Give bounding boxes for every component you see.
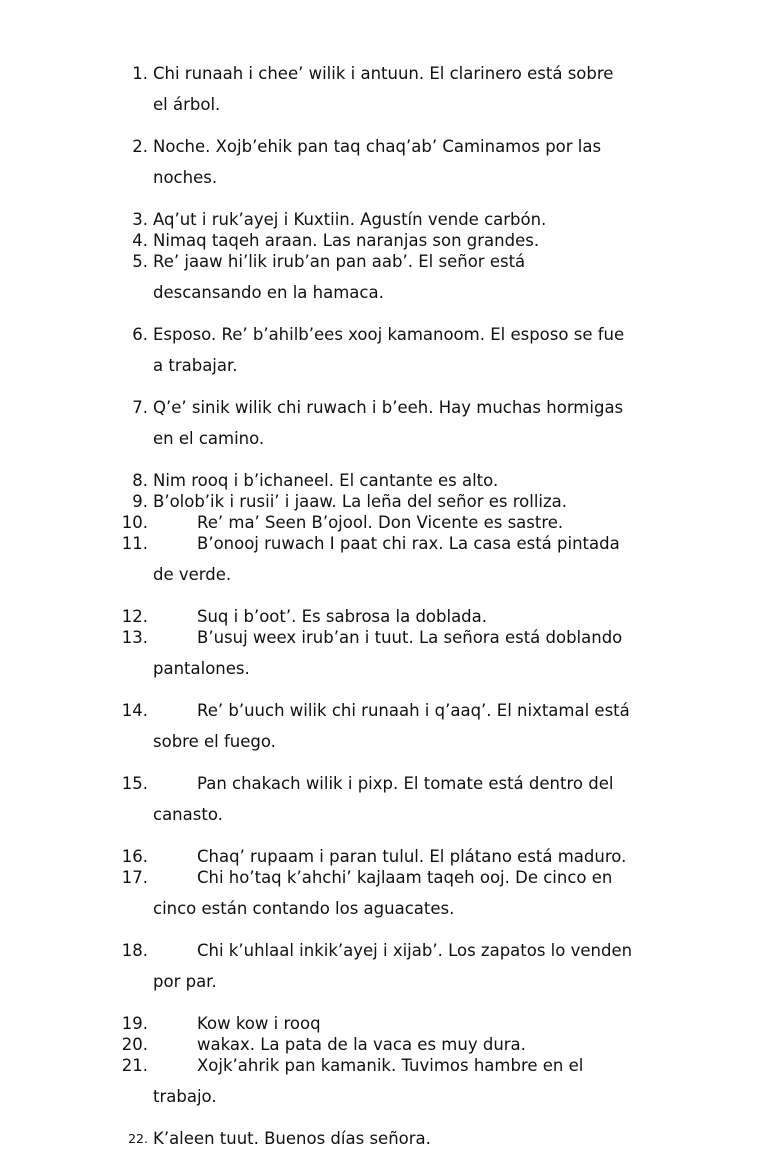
- item-number: 22.: [128, 1131, 148, 1146]
- list-item: [0, 940, 768, 1013]
- item-text: Aq’ut i ruk’ayej i Kuxtiin. Agustín vende carbón.: [153, 210, 547, 229]
- item-text-continuation: el árbol.: [153, 95, 221, 114]
- numbered-list: [0, 63, 768, 1149]
- item-number: 15.: [121, 774, 148, 793]
- list-item: [0, 209, 768, 230]
- item-number: 16.: [121, 847, 148, 866]
- item-number: 1.: [132, 64, 148, 83]
- item-number: 4.: [132, 231, 148, 250]
- item-text: B’olob’ik i rusii’ i jaaw. La leña del señor es rolliza.: [153, 492, 568, 511]
- item-text: Re’ b’uuch wilik chi runaah i q’aaq’. El nixtamal está: [197, 701, 630, 720]
- list-item: [0, 230, 768, 251]
- item-text: Suq i b’oot’. Es sabrosa la doblada.: [197, 607, 488, 626]
- item-text: Q’e’ sinik wilik chi ruwach i b’eeh. Hay muchas hormigas: [153, 398, 624, 417]
- item-text-continuation: en el camino.: [153, 429, 265, 448]
- item-text: Chi k’uhlaal inkik’ayej i xijab’. Los zapatos lo venden: [197, 941, 633, 960]
- item-text-continuation: por par.: [153, 972, 217, 991]
- item-text: B’onooj ruwach I paat chi rax. La casa está pintada: [197, 534, 620, 553]
- item-text-continuation: pantalones.: [153, 659, 250, 678]
- item-number: 18.: [121, 941, 148, 960]
- item-number: 2.: [132, 137, 148, 156]
- item-number: 7.: [132, 398, 148, 417]
- list-item: [0, 251, 768, 324]
- list-item: [0, 136, 768, 209]
- item-text: Chi ho’taq k’ahchi’ kajlaam taqeh ooj. De cinco en: [197, 868, 613, 887]
- item-text-continuation: sobre el fuego.: [153, 732, 276, 751]
- list-item: [0, 700, 768, 773]
- list-item: [0, 846, 768, 867]
- item-text: Kow kow i rooq: [197, 1014, 321, 1033]
- item-number: 21.: [121, 1056, 148, 1075]
- item-text-continuation: de verde.: [153, 565, 232, 584]
- item-number: 13.: [121, 628, 148, 647]
- list-item: [0, 63, 768, 136]
- list-item: [0, 1055, 768, 1128]
- item-text: Chaq’ rupaam i paran tulul. El plátano está maduro.: [197, 847, 627, 866]
- item-number: 17.: [121, 868, 148, 887]
- item-number: 12.: [121, 607, 148, 626]
- item-number: 14.: [121, 701, 148, 720]
- list-item: [0, 324, 768, 397]
- list-item: [0, 773, 768, 846]
- item-text-continuation: cinco están contando los aguacates.: [153, 899, 455, 918]
- item-text: wakax. La pata de la vaca es muy dura.: [197, 1035, 526, 1054]
- list-item: [0, 470, 768, 491]
- list-item: [0, 533, 768, 606]
- item-number: 11.: [121, 534, 148, 553]
- item-number: 20.: [121, 1035, 148, 1054]
- item-text: Esposo. Re’ b’ahilb’ees xooj kamanoom. El esposo se fue: [153, 325, 625, 344]
- item-number: 6.: [132, 325, 148, 344]
- item-text: Xojk’ahrik pan kamanik. Tuvimos hambre en el: [197, 1056, 584, 1075]
- item-number: 10.: [121, 513, 148, 532]
- item-text-continuation: noches.: [153, 168, 218, 187]
- item-text-continuation: trabajo.: [153, 1087, 217, 1106]
- item-text: Noche. Xojb’ehik pan taq chaq’ab’ Caminamos por las: [153, 137, 602, 156]
- item-text: Re’ ma’ Seen B’ojool. Don Vicente es sastre.: [197, 513, 564, 532]
- item-text-continuation: canasto.: [153, 805, 223, 824]
- item-number: 9.: [132, 492, 148, 511]
- item-text: Chi runaah i chee’ wilik i antuun. El clarinero está sobre: [153, 64, 614, 83]
- item-number: 19.: [121, 1014, 148, 1033]
- item-number: 5.: [132, 252, 148, 271]
- item-text-continuation: descansando en la hamaca.: [153, 283, 384, 302]
- list-item: [0, 491, 768, 512]
- item-text: K’aleen tuut. Buenos días señora.: [153, 1129, 431, 1148]
- list-item: [0, 627, 768, 700]
- item-text: Nimaq taqeh araan. Las naranjas son grandes.: [153, 231, 540, 250]
- item-text-continuation: a trabajar.: [153, 356, 238, 375]
- list-item: [0, 1034, 768, 1055]
- item-text: Nim rooq i b’ichaneel. El cantante es alto.: [153, 471, 499, 490]
- item-number: 8.: [132, 471, 148, 490]
- item-text: Pan chakach wilik i pixp. El tomate está dentro del: [197, 774, 614, 793]
- list-item: [0, 512, 768, 533]
- list-item: [0, 606, 768, 627]
- list-item: [0, 397, 768, 470]
- item-text: B’usuj weex irub’an i tuut. La señora está doblando: [197, 628, 623, 647]
- item-number: 3.: [132, 210, 148, 229]
- list-item: [0, 867, 768, 940]
- item-text: Re’ jaaw hi’lik irub’an pan aab’. El señor está: [153, 252, 526, 271]
- list-item: [0, 1128, 768, 1149]
